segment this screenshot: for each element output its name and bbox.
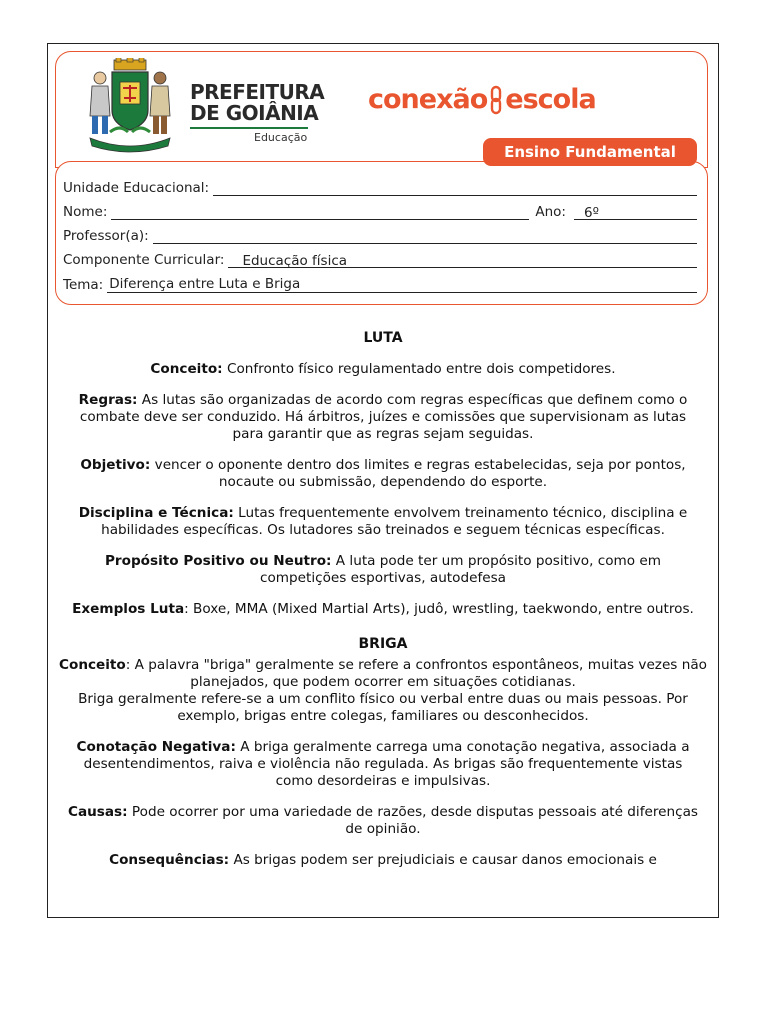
chain-link-icon	[489, 85, 503, 115]
nome-row	[63, 204, 697, 220]
unidade-row	[63, 180, 697, 196]
briga-conceito	[48, 657, 718, 691]
luta-proposito-text: A luta pode ter um propósito positivo, como em competições esportivas, autodefesa	[259, 553, 662, 586]
professor-field[interactable]	[153, 229, 697, 244]
brand-word-right: escola	[505, 84, 596, 115]
briga-conceito-text: : A palavra "briga" geralmente se refere a confrontos espontâneos, muitas vezes não planejados, que podem ocorrer em situações cotidianas.	[125, 657, 707, 690]
worksheet-page	[47, 43, 719, 918]
briga-consequencias	[48, 852, 718, 869]
luta-regras-text: As lutas são organizadas de acordo com regras específicas que definem como o combate deve ser conduzido. Há árbitros, juízes e comissões que supervisionam as lutas para garantir que as regras sejam seguidas.	[79, 392, 688, 442]
luta-exemplos	[48, 601, 718, 618]
ano-field[interactable]: 6º	[574, 205, 697, 220]
tema-row	[63, 276, 697, 293]
tema-field[interactable]: Diferença entre Luta e Briga	[107, 276, 697, 293]
prefeitura-logo-text	[190, 82, 324, 144]
nome-field[interactable]	[111, 205, 529, 220]
luta-proposito	[48, 553, 718, 587]
luta-disciplina-label: Disciplina e Técnica:	[78, 505, 234, 521]
luta-conceito	[48, 361, 718, 378]
tema-label: Tema:	[63, 277, 104, 293]
luta-objetivo-text: vencer o oponente dentro dos limites e regras estabelecidas, seja por pontos, nocaute ou submissão, dependendo do esporte.	[150, 457, 686, 490]
briga-conceito-2: Briga geralmente refere-se a um conflito físico ou verbal entre duas ou mais pessoas. Por exemplo, brigas entre colegas, familiares ou desconhecidos.	[78, 691, 688, 724]
luta-objetivo-label: Objetivo:	[80, 457, 151, 473]
prefeitura-line1: PREFEITURA	[190, 80, 325, 104]
luta-regras	[48, 392, 718, 443]
briga-conotacao	[48, 739, 718, 790]
unidade-field[interactable]	[213, 181, 697, 196]
briga-conotacao-text: A briga geralmente carrega uma conotação negativa, associada a desentendimentos, raiva e violência não regulada. As brigas são frequentemente vistas como desordeiras e impulsivas.	[83, 739, 690, 789]
componente-row	[63, 252, 697, 268]
prefeitura-rule	[190, 127, 308, 129]
worksheet-content	[48, 326, 718, 869]
briga-conotacao-label: Conotação Negativa:	[76, 739, 236, 755]
componente-label: Componente Curricular:	[63, 252, 225, 268]
ano-label: Ano:	[535, 204, 566, 220]
brand-word-left: conexão	[368, 84, 488, 115]
prefeitura-line2: DE GOIÂNIA	[190, 101, 319, 125]
briga-consequencias-label: Consequências:	[109, 852, 230, 868]
briga-conceito-label: Conceito	[59, 657, 126, 673]
luta-conceito-text: Confronto físico regulamentado entre dois competidores.	[222, 361, 616, 377]
briga-causas-text: Pode ocorrer por uma variedade de razões, desde disputas pessoais até diferenças de opinião.	[127, 804, 699, 837]
professor-row	[63, 228, 697, 244]
luta-proposito-label: Propósito Positivo ou Neutro:	[104, 553, 332, 569]
luta-exemplos-text: : Boxe, MMA (Mixed Martial Arts), judô, wrestling, taekwondo, entre outros.	[184, 601, 694, 617]
unidade-label: Unidade Educacional:	[63, 180, 210, 196]
conexao-escola-logo	[368, 84, 596, 115]
briga-heading: BRIGA	[358, 636, 408, 652]
nome-label: Nome:	[63, 204, 108, 220]
luta-heading: LUTA	[363, 330, 403, 346]
goiania-coat-of-arms-icon	[80, 58, 180, 154]
prefeitura-department: Educação	[254, 131, 308, 144]
professor-label: Professor(a):	[63, 228, 149, 244]
luta-objetivo	[48, 457, 718, 491]
briga-causas	[48, 804, 718, 838]
level-badge: Ensino Fundamental	[483, 138, 697, 166]
componente-field[interactable]: Educação física	[228, 253, 697, 268]
briga-consequencias-text: As brigas podem ser prejudiciais e causar danos emocionais e	[229, 852, 657, 868]
luta-disciplina	[48, 505, 718, 539]
luta-disciplina-text: Lutas frequentemente envolvem treinamento técnico, disciplina e habilidades específicas. Os lutadores são treinados e seguem técnicas específicas.	[101, 505, 688, 538]
luta-exemplos-label: Exemplos Luta	[72, 601, 185, 617]
luta-conceito-label: Conceito:	[150, 361, 223, 377]
luta-regras-label: Regras:	[78, 392, 138, 408]
briga-causas-label: Causas:	[67, 804, 128, 820]
